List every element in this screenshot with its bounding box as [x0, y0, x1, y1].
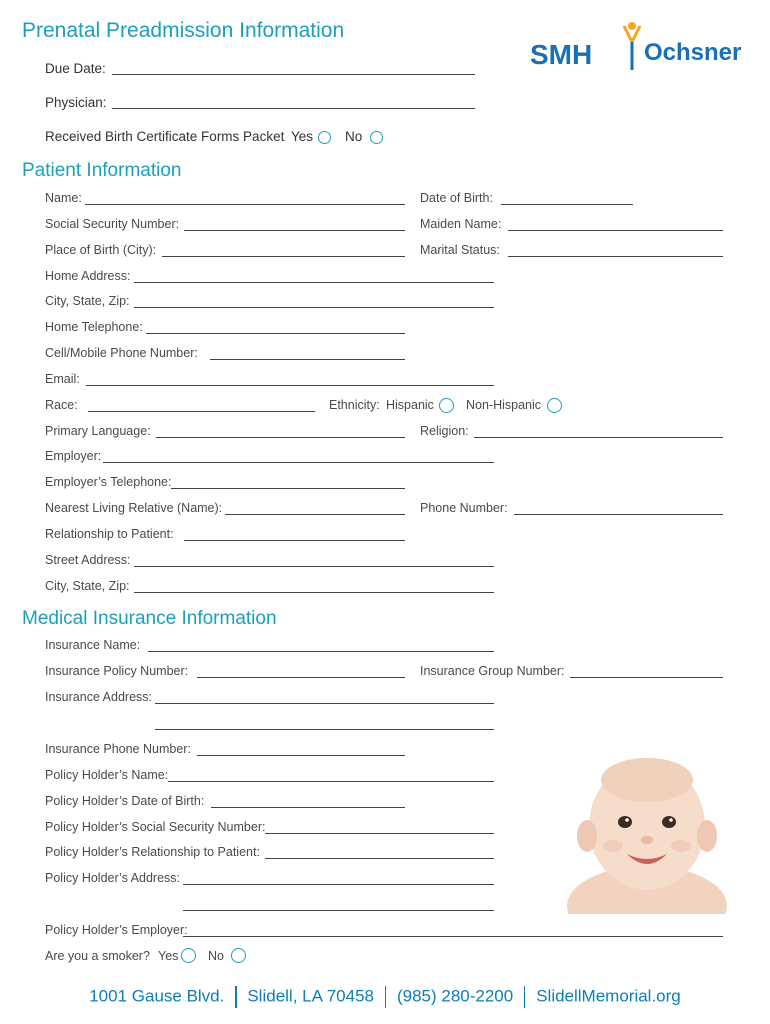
- due-date-field[interactable]: [112, 74, 475, 75]
- insurance-policy-label: Insurance Policy Number:: [45, 664, 189, 678]
- religion-label: Religion:: [420, 424, 469, 438]
- insurance-phone-field[interactable]: [197, 755, 405, 756]
- insurance-address-field[interactable]: [155, 703, 494, 704]
- smoker-yes-label: Yes: [158, 949, 179, 963]
- employer-label: Employer:: [45, 449, 102, 463]
- holder-name-label: Policy Holder’s Name:: [45, 768, 169, 782]
- cell-label: Cell/Mobile Phone Number:: [45, 346, 198, 360]
- insurance-name-label: Insurance Name:: [45, 638, 141, 652]
- relative-city-state-zip-field[interactable]: [134, 592, 494, 593]
- holder-ssn-field[interactable]: [265, 833, 494, 834]
- dob-field[interactable]: [501, 204, 633, 205]
- logo-smh-text: SMH: [530, 39, 593, 70]
- footer-separator: [385, 986, 387, 1008]
- ssn-field[interactable]: [184, 230, 405, 231]
- holder-employer-field[interactable]: [183, 936, 723, 937]
- footer-website-link[interactable]: SlidellMemorial.org: [536, 986, 681, 1006]
- employer-field[interactable]: [103, 462, 494, 463]
- holder-name-field[interactable]: [168, 781, 494, 782]
- footer-separator: [524, 986, 526, 1008]
- employer-tel-field[interactable]: [171, 488, 405, 489]
- cell-field[interactable]: [210, 359, 405, 360]
- language-field[interactable]: [156, 437, 405, 438]
- birth-cert-no-radio[interactable]: [370, 131, 383, 144]
- hispanic-radio[interactable]: [439, 398, 454, 413]
- holder-dob-label: Policy Holder’s Date of Birth:: [45, 794, 205, 808]
- baby-photo: [565, 756, 729, 914]
- ssn-label: Social Security Number:: [45, 217, 180, 231]
- marital-field[interactable]: [508, 256, 723, 257]
- holder-dob-field[interactable]: [211, 807, 405, 808]
- holder-relationship-label: Policy Holder’s Relationship to Patient:: [45, 845, 260, 859]
- relative-phone-label: Phone Number:: [420, 501, 508, 515]
- email-field[interactable]: [86, 385, 494, 386]
- insurance-address-label: Insurance Address:: [45, 690, 153, 704]
- pob-label: Place of Birth (City):: [45, 243, 157, 257]
- insurance-phone-label: Insurance Phone Number:: [45, 742, 191, 756]
- dob-label: Date of Birth:: [420, 191, 493, 205]
- page-title: Prenatal Preadmission Information: [22, 19, 345, 42]
- physician-field[interactable]: [112, 108, 475, 109]
- relative-label: Nearest Living Relative (Name):: [45, 501, 223, 515]
- street-address-field[interactable]: [134, 566, 494, 567]
- insurance-address-field-2[interactable]: [155, 729, 494, 730]
- relationship-label: Relationship to Patient:: [45, 527, 174, 541]
- language-label: Primary Language:: [45, 424, 151, 438]
- home-address-field[interactable]: [134, 282, 494, 283]
- name-field[interactable]: [85, 204, 405, 205]
- holder-address-field[interactable]: [183, 884, 494, 885]
- holder-ssn-label: Policy Holder’s Social Security Number:: [45, 820, 266, 834]
- marital-label: Marital Status:: [420, 243, 500, 257]
- relative-city-state-zip-label: City, State, Zip:: [45, 579, 130, 593]
- insurance-heading: Medical Insurance Information: [22, 608, 277, 629]
- home-tel-field[interactable]: [146, 333, 405, 334]
- insurance-group-field[interactable]: [570, 677, 723, 678]
- smoker-no-label: No: [208, 949, 224, 963]
- city-state-zip-field[interactable]: [134, 307, 494, 308]
- footer-address: 1001 Gause Blvd.: [89, 986, 225, 1006]
- birth-cert-label: Received Birth Certificate Forms Packet: [45, 129, 285, 144]
- city-state-zip-label: City, State, Zip:: [45, 294, 130, 308]
- home-tel-label: Home Telephone:: [45, 320, 143, 334]
- patient-info-heading: Patient Information: [22, 160, 182, 181]
- street-address-label: Street Address:: [45, 553, 131, 567]
- race-label: Race:: [45, 398, 78, 412]
- maiden-name-label: Maiden Name:: [420, 217, 502, 231]
- non-hispanic-label: Non-Hispanic: [466, 398, 542, 412]
- footer: [0, 986, 770, 1008]
- smh-ochsner-logo: [528, 20, 748, 80]
- smoker-label: Are you a smoker?: [45, 949, 150, 963]
- logo-ochsner-text: Ochsner: [644, 39, 742, 66]
- religion-field[interactable]: [474, 437, 723, 438]
- name-label: Name:: [45, 191, 82, 205]
- smoker-yes-radio[interactable]: [181, 948, 196, 963]
- footer-separator: [235, 986, 237, 1008]
- birth-cert-yes-label: Yes: [291, 129, 314, 144]
- maiden-name-field[interactable]: [508, 230, 723, 231]
- holder-address-label: Policy Holder’s Address:: [45, 871, 181, 885]
- smoker-no-radio[interactable]: [231, 948, 246, 963]
- insurance-group-label: Insurance Group Number:: [420, 664, 565, 678]
- pob-field[interactable]: [162, 256, 405, 257]
- employer-tel-label: Employer’s Telephone:: [45, 475, 172, 489]
- hispanic-label: Hispanic: [386, 398, 434, 412]
- holder-employer-label: Policy Holder’s Employer:: [45, 923, 188, 937]
- birth-cert-yes-radio[interactable]: [318, 131, 331, 144]
- insurance-policy-field[interactable]: [197, 677, 405, 678]
- insurance-name-field[interactable]: [148, 651, 494, 652]
- due-date-label: Due Date:: [45, 61, 106, 76]
- non-hispanic-radio[interactable]: [547, 398, 562, 413]
- footer-phone: (985) 280-2200: [396, 986, 514, 1006]
- physician-label: Physician:: [45, 95, 107, 110]
- email-label: Email:: [45, 372, 80, 386]
- race-field[interactable]: [88, 411, 315, 412]
- home-address-label: Home Address:: [45, 269, 131, 283]
- relative-phone-field[interactable]: [514, 514, 723, 515]
- footer-city: Slidell, LA 70458: [247, 986, 374, 1006]
- relationship-field[interactable]: [184, 540, 405, 541]
- ethnicity-label: Ethnicity:: [329, 398, 380, 412]
- relative-field[interactable]: [225, 514, 405, 515]
- birth-cert-no-label: No: [345, 129, 363, 144]
- holder-address-field-2[interactable]: [183, 910, 494, 911]
- holder-relationship-field[interactable]: [265, 858, 494, 859]
